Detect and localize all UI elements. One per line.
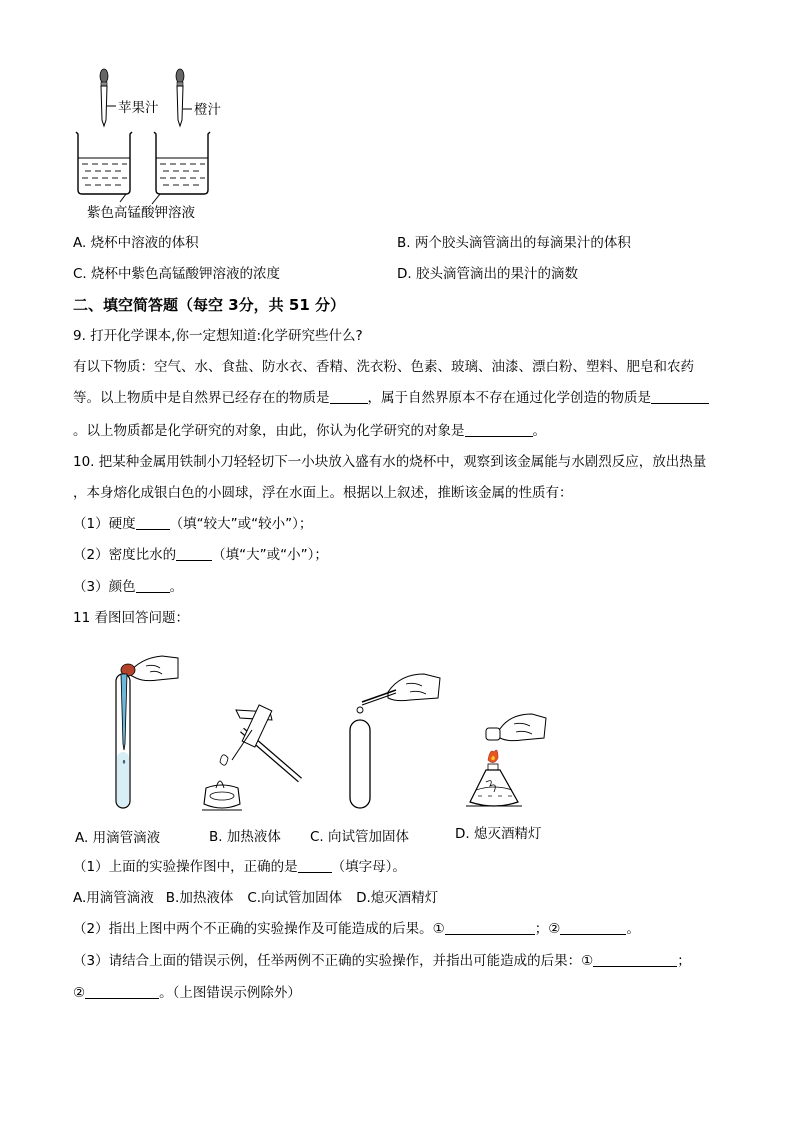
q11-text: ① bbox=[581, 953, 594, 969]
caption-b: B. 加热液体 bbox=[209, 829, 281, 845]
q11-option: A.用滴管滴液 bbox=[73, 890, 154, 906]
q11-text: （1）上面的实验操作图中，正确的是 bbox=[73, 859, 298, 875]
answer-blank[interactable] bbox=[85, 984, 159, 999]
apple-juice-label: 苹果汁 bbox=[118, 100, 159, 116]
option-c: C. 烧杯中紫色高锰酸钾溶液的浓度 bbox=[73, 266, 281, 282]
q9-title: 9. 打开化学课本,你一定想知道:化学研究些什么? bbox=[73, 328, 363, 344]
q10-title: 10. 把某种金属用铁制小刀轻轻切下一小块放入盛有水的烧杯中，观察到该金属能与水剧烈反应，放出热量 bbox=[73, 454, 707, 470]
q10-body-line: ，本身熔化成银白色的小圆球，浮在水面上。根据以上叙述，推断该金属的性质有： bbox=[73, 485, 573, 501]
q11-option: C.向试管加固体 bbox=[247, 890, 343, 906]
caption-a: A. 用滴管滴液 bbox=[75, 830, 161, 846]
q9-body-line bbox=[73, 389, 709, 407]
answer-blank[interactable] bbox=[593, 952, 677, 967]
q11-options-row bbox=[73, 889, 438, 907]
left-dropper bbox=[100, 69, 116, 126]
q11-part-2 bbox=[73, 920, 640, 938]
right-dropper bbox=[176, 69, 192, 126]
q11-text: ； bbox=[677, 953, 691, 969]
q11-part-1 bbox=[73, 858, 406, 876]
q11-text: ① bbox=[432, 921, 445, 937]
answer-blank[interactable] bbox=[651, 389, 709, 404]
q11-text: ； bbox=[534, 921, 549, 937]
q9-text: ，属于自然界原本不存在通过化学创造的物质是 bbox=[367, 390, 651, 406]
q11-text: ② bbox=[548, 921, 561, 937]
q11-title: 11 看图回答问题： bbox=[73, 610, 189, 626]
q10-text: （2）密度比水的 bbox=[73, 547, 177, 563]
q11-text: （填字母）。 bbox=[331, 859, 406, 875]
option-d: D. 胶头滴管滴出的果汁的滴数 bbox=[397, 266, 578, 282]
q11-text: （3）请结合上面的错误示例，任举两例不正确的实验操作，并指出可能造成的后果： bbox=[73, 953, 582, 969]
q11-text: ② bbox=[73, 985, 86, 1001]
figure-c-adding-solid bbox=[340, 668, 450, 813]
permanganate-label: 紫色高锰酸钾溶液 bbox=[87, 205, 195, 221]
q11-option: D.熄灭酒精灯 bbox=[356, 890, 439, 906]
q11-part-3-cont bbox=[73, 984, 301, 1002]
answer-blank[interactable] bbox=[445, 920, 535, 935]
q11-text: 。 bbox=[626, 921, 640, 937]
q10-text: （1）硬度 bbox=[73, 516, 136, 532]
answer-blank[interactable] bbox=[176, 546, 212, 561]
q10-text: 。 bbox=[169, 579, 184, 595]
answer-blank[interactable] bbox=[465, 422, 533, 437]
orange-juice-label: 橙汁 bbox=[194, 102, 221, 118]
answer-blank[interactable] bbox=[560, 920, 626, 935]
q11-text: （2）指出上图中两个不正确的实验操作及可能造成的后果。 bbox=[73, 921, 433, 937]
beaker-dropper-figure bbox=[70, 66, 240, 196]
q9-body-line: 有以下物质：空气、水、食盐、防水衣、香精、洗衣粉、色素、玻璃、油漆、漂白粉、塑料、肥皂和农药 bbox=[73, 359, 694, 375]
answer-blank[interactable] bbox=[136, 515, 170, 530]
option-a: A. 烧杯中溶液的体积 bbox=[73, 235, 199, 251]
answer-blank[interactable] bbox=[136, 578, 170, 593]
caption-c: C. 向试管加固体 bbox=[310, 829, 410, 845]
q10-text: （填“大”或“小”）； bbox=[212, 547, 328, 563]
q11-part-3 bbox=[73, 952, 691, 970]
q10-part-2 bbox=[73, 546, 328, 564]
q9-text: 。以上物质都是化学研究的对象，由此，你认为化学研究的对象是 bbox=[73, 423, 465, 439]
q11-text: 。（上图错误示例除外） bbox=[159, 985, 301, 1001]
section-heading: 二、填空简答题（每空 3分，共 51 分） bbox=[73, 296, 345, 314]
answer-blank[interactable] bbox=[330, 389, 368, 404]
right-beaker bbox=[154, 132, 210, 194]
q9-body-line bbox=[73, 422, 546, 440]
figure-d-extinguish-lamp bbox=[460, 710, 550, 820]
q10-part-1 bbox=[73, 515, 312, 533]
caption-d: D. 熄灭酒精灯 bbox=[455, 826, 542, 842]
option-b: B. 两个胶头滴管滴出的每滴果汁的体积 bbox=[397, 235, 631, 251]
figure-b-heating-liquid bbox=[192, 700, 307, 820]
q10-part-3 bbox=[73, 578, 183, 596]
figure-a-dropper-into-tube bbox=[100, 652, 190, 822]
q10-text: （填“较大”或“较小”）； bbox=[169, 516, 313, 532]
answer-blank[interactable] bbox=[298, 858, 332, 873]
q11-option: B.加热液体 bbox=[165, 890, 234, 906]
q9-text: 。 bbox=[532, 423, 546, 439]
q9-text: 等。以上物质中是自然界已经存在的物质是 bbox=[73, 390, 330, 406]
q10-text: （3）颜色 bbox=[73, 579, 136, 595]
left-beaker bbox=[76, 132, 132, 194]
